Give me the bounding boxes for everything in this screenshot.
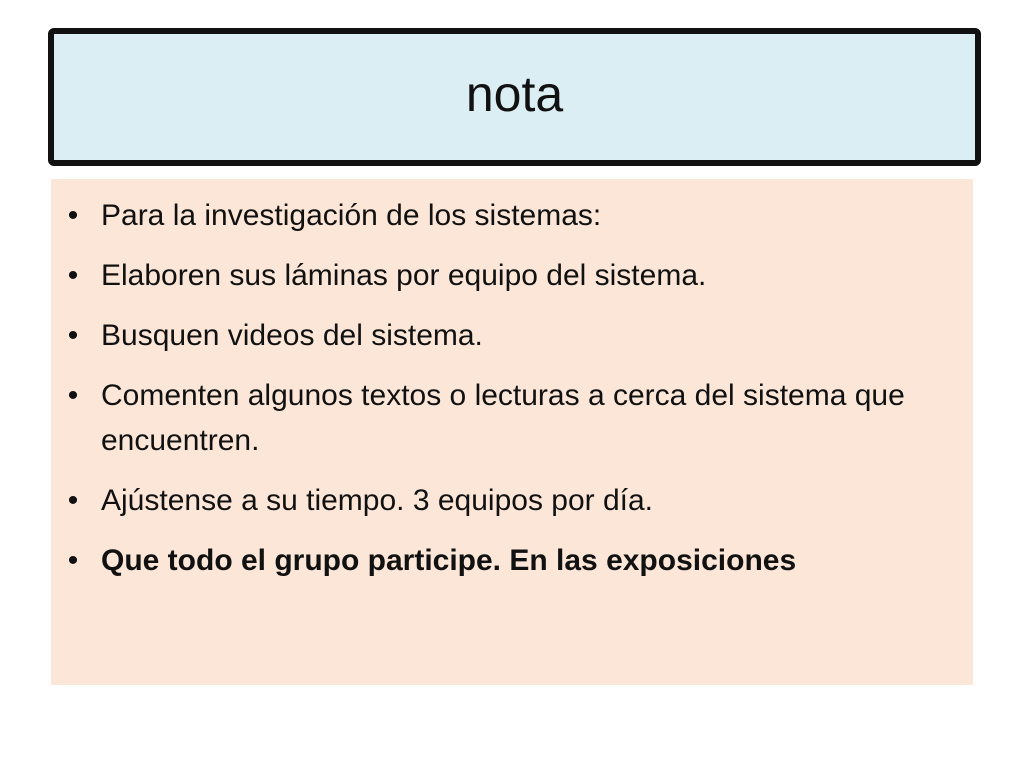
bullet-item (63, 538, 953, 583)
bullet-text: Que todo el grupo participe. En las exposiciones (101, 544, 797, 577)
bullet-item (63, 373, 953, 463)
bullet-dot-icon: • (67, 199, 79, 232)
slide-content-box (51, 179, 973, 685)
bullet-item (63, 313, 953, 358)
bullet-item (63, 193, 953, 238)
bullet-dot-icon: • (67, 484, 79, 517)
bullet-list (63, 193, 953, 583)
bullet-item (63, 478, 953, 523)
bullet-dot-icon: • (67, 259, 79, 292)
bullet-item (63, 253, 953, 298)
bullet-dot-icon: • (67, 379, 79, 412)
bullet-dot-icon: • (67, 544, 79, 577)
bullet-text: Elaboren sus láminas por equipo del sistema. (101, 259, 707, 292)
bullet-text: Comenten algunos textos o lecturas a cerca del sistema que encuentren. (101, 379, 905, 457)
bullet-text: Busquen videos del sistema. (101, 319, 483, 352)
bullet-text: Ajústense a su tiempo. 3 equipos por día. (101, 484, 654, 517)
bullet-dot-icon: • (67, 319, 79, 352)
slide-title: nota (465, 66, 564, 122)
slide-title-box (48, 28, 981, 166)
bullet-text: Para la investigación de los sistemas: (101, 199, 602, 232)
